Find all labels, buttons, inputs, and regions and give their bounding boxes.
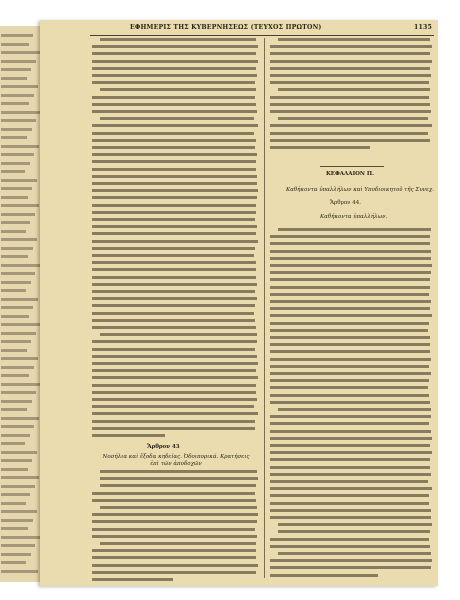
body-text-line bbox=[92, 492, 255, 495]
underlying-text-line bbox=[1, 298, 38, 301]
body-text-line bbox=[92, 326, 256, 329]
body-text-line bbox=[278, 88, 430, 91]
body-text-line bbox=[100, 117, 254, 120]
body-text-line bbox=[92, 96, 255, 99]
underlying-text-line bbox=[1, 323, 40, 326]
body-text-line bbox=[92, 204, 256, 207]
body-text-line bbox=[270, 566, 431, 569]
body-text-line bbox=[278, 530, 430, 533]
underlying-text-line bbox=[1, 68, 31, 71]
body-text-line bbox=[92, 52, 256, 55]
body-text-line bbox=[270, 516, 431, 519]
body-text-line bbox=[270, 300, 431, 303]
body-text-line bbox=[270, 494, 429, 497]
underlying-text-line bbox=[1, 502, 26, 505]
body-text-line bbox=[270, 437, 432, 440]
body-text-line bbox=[92, 60, 258, 63]
body-text-line bbox=[92, 45, 258, 48]
body-text-line bbox=[92, 189, 258, 192]
underlying-text-line bbox=[1, 468, 28, 471]
body-text-line bbox=[92, 384, 256, 387]
body-text-line bbox=[270, 401, 430, 404]
body-text-line bbox=[100, 484, 256, 487]
underlying-text-line bbox=[1, 570, 38, 573]
body-text-line bbox=[270, 307, 430, 310]
body-text-line bbox=[270, 487, 432, 490]
underlying-text-line bbox=[1, 238, 37, 241]
body-text-line bbox=[92, 182, 257, 185]
body-text-line bbox=[92, 312, 254, 315]
body-text-line bbox=[270, 394, 429, 397]
body-text-line bbox=[270, 336, 430, 339]
underlying-text-line bbox=[1, 485, 35, 488]
underlying-text-line bbox=[1, 85, 38, 88]
underlying-text-line bbox=[1, 315, 29, 318]
underlying-text-line bbox=[1, 213, 35, 216]
body-text-line bbox=[92, 420, 255, 423]
body-text-line bbox=[92, 268, 256, 271]
underlying-text-line bbox=[1, 459, 32, 462]
body-text-line bbox=[270, 235, 430, 238]
article-subheading: Καθήκοντα ὑπαλλήλων. bbox=[320, 214, 388, 220]
underlying-text-line bbox=[1, 400, 32, 403]
underlying-text-line bbox=[1, 408, 27, 411]
body-text-line bbox=[270, 415, 431, 418]
body-text-line bbox=[270, 124, 432, 127]
body-text-line bbox=[270, 96, 429, 99]
underlying-text-line bbox=[1, 510, 37, 513]
underlying-text-line bbox=[1, 391, 36, 394]
body-text-line bbox=[270, 422, 429, 425]
body-text-line bbox=[92, 290, 255, 293]
body-text-line bbox=[92, 67, 256, 70]
body-text-line bbox=[270, 509, 431, 512]
body-text-line bbox=[270, 67, 430, 70]
body-text-line bbox=[270, 466, 430, 469]
body-text-line bbox=[270, 322, 429, 325]
body-text-line bbox=[270, 386, 428, 389]
body-text-line bbox=[270, 559, 432, 562]
underlying-text-line bbox=[1, 434, 30, 437]
body-text-line bbox=[270, 430, 431, 433]
body-text-line bbox=[270, 444, 430, 447]
body-text-line bbox=[92, 124, 258, 127]
body-text-line bbox=[278, 552, 431, 555]
body-text-line bbox=[92, 218, 255, 221]
body-text-line bbox=[92, 153, 257, 156]
body-text-line bbox=[100, 38, 256, 41]
body-text-line bbox=[100, 88, 256, 91]
body-text-line bbox=[92, 340, 257, 343]
underlying-text-line bbox=[1, 425, 34, 428]
underlying-text-line bbox=[1, 204, 39, 207]
body-text-line bbox=[92, 232, 256, 235]
underlying-text-line bbox=[1, 527, 28, 530]
underlying-text-line bbox=[1, 247, 33, 250]
body-text-line bbox=[92, 513, 258, 516]
body-text-line bbox=[270, 293, 429, 296]
underlying-text-line bbox=[1, 170, 25, 173]
underlying-text-line bbox=[1, 94, 34, 97]
body-text-line bbox=[278, 38, 430, 41]
underlying-page-edge bbox=[0, 26, 45, 582]
page-number: 1135 bbox=[413, 24, 432, 31]
body-text-line bbox=[92, 211, 256, 214]
body-text-line bbox=[92, 376, 258, 379]
body-text-line bbox=[92, 297, 257, 300]
body-text-line bbox=[92, 110, 257, 113]
underlying-text-line bbox=[1, 476, 39, 479]
body-text-line bbox=[92, 132, 254, 135]
body-text-line bbox=[270, 314, 432, 317]
underlying-text-line bbox=[1, 43, 29, 46]
body-text-line bbox=[270, 502, 429, 505]
underlying-text-line bbox=[1, 153, 34, 156]
underlying-text-line bbox=[1, 417, 39, 420]
underlying-text-line bbox=[1, 34, 33, 37]
left-article-subheading: Νοσήλια καὶ ἔξοδα κηδείας. Ὀδοιπορικά. Κρατήσεις ἐπὶ τῶν ἀποδοχῶν bbox=[102, 454, 250, 467]
body-text-line bbox=[270, 480, 428, 483]
body-text-line bbox=[92, 139, 256, 142]
body-text-line bbox=[270, 250, 431, 253]
underlying-text-line bbox=[1, 264, 40, 267]
body-text-line bbox=[92, 564, 258, 567]
underlying-text-line bbox=[1, 451, 37, 454]
body-text-line bbox=[100, 470, 257, 473]
body-text-line bbox=[92, 405, 254, 408]
body-text-line bbox=[270, 110, 431, 113]
body-text-line bbox=[92, 434, 165, 437]
body-text-line bbox=[92, 427, 255, 430]
body-text-line bbox=[92, 196, 257, 199]
body-text-line bbox=[278, 117, 428, 120]
body-text-line bbox=[270, 379, 429, 382]
body-text-line bbox=[270, 146, 370, 149]
document-page bbox=[40, 20, 438, 586]
underlying-text-line bbox=[1, 255, 28, 258]
underlying-text-line bbox=[1, 136, 27, 139]
body-text-line bbox=[270, 60, 432, 63]
body-text-line bbox=[270, 45, 432, 48]
body-text-line bbox=[92, 535, 257, 538]
underlying-text-line bbox=[1, 442, 25, 445]
underlying-text-line bbox=[1, 196, 28, 199]
body-text-line bbox=[270, 538, 429, 541]
underlying-text-line bbox=[1, 221, 30, 224]
body-text-line bbox=[270, 545, 430, 548]
column-divider bbox=[264, 38, 265, 578]
body-text-line bbox=[92, 391, 256, 394]
underlying-text-line bbox=[1, 383, 41, 386]
underlying-text-line bbox=[1, 51, 40, 54]
body-text-line bbox=[92, 240, 258, 243]
body-text-line bbox=[92, 168, 256, 171]
underlying-text-line bbox=[1, 162, 30, 165]
underlying-text-line bbox=[1, 179, 37, 182]
page-header bbox=[90, 20, 434, 34]
chapter-rule bbox=[320, 166, 384, 167]
body-text-line bbox=[92, 146, 255, 149]
body-text-line bbox=[92, 556, 256, 559]
body-text-line bbox=[92, 81, 255, 84]
body-text-line bbox=[270, 451, 432, 454]
body-text-line bbox=[270, 372, 431, 375]
header-rule bbox=[90, 35, 434, 36]
body-text-line bbox=[270, 257, 431, 260]
body-text-line bbox=[100, 333, 257, 336]
gazette-title: ΕΦΗΜΕΡΙΣ ΤΗΣ ΚΥΒΕΡΝΗΣΕΩΣ (ΤΕΥΧΟΣ ΠΡΩΤΟΝ) bbox=[130, 24, 322, 31]
underlying-text-line bbox=[1, 306, 33, 309]
body-text-line bbox=[270, 278, 430, 281]
body-text-line bbox=[278, 523, 432, 526]
body-text-line bbox=[270, 271, 431, 274]
body-text-line bbox=[270, 103, 430, 106]
underlying-text-line bbox=[1, 332, 36, 335]
underlying-text-line bbox=[1, 553, 31, 556]
underlying-text-line bbox=[1, 561, 26, 564]
underlying-text-line bbox=[1, 187, 32, 190]
body-text-line bbox=[92, 74, 257, 77]
underlying-text-line bbox=[1, 544, 35, 547]
underlying-text-line bbox=[1, 357, 38, 360]
body-text-line bbox=[100, 542, 256, 545]
body-text-line bbox=[270, 358, 431, 361]
chapter-heading: ΚΕΦΑΛΑΙΟΝ Π. bbox=[326, 171, 374, 177]
left-article-heading: Ἄρθρον 43 bbox=[147, 444, 180, 450]
body-text-line bbox=[270, 343, 430, 346]
underlying-text-line bbox=[1, 374, 29, 377]
body-text-line bbox=[270, 473, 431, 476]
body-text-line bbox=[270, 286, 430, 289]
body-text-line bbox=[92, 225, 257, 228]
body-text-line bbox=[92, 283, 257, 286]
body-text-line bbox=[92, 362, 258, 365]
body-text-line bbox=[92, 412, 258, 415]
body-text-line bbox=[92, 254, 254, 257]
underlying-text-line bbox=[1, 366, 34, 369]
body-text-line bbox=[92, 578, 173, 581]
body-text-line bbox=[270, 81, 429, 84]
body-text-line bbox=[92, 304, 255, 307]
underlying-text-line bbox=[1, 519, 33, 522]
body-text-line bbox=[92, 319, 255, 322]
body-text-line bbox=[92, 398, 257, 401]
underlying-text-line bbox=[1, 128, 32, 131]
underlying-text-line bbox=[1, 289, 26, 292]
body-text-line bbox=[270, 574, 378, 577]
body-text-line bbox=[92, 261, 256, 264]
body-text-line bbox=[270, 329, 428, 332]
body-text-line bbox=[92, 499, 256, 502]
body-text-line bbox=[270, 264, 432, 267]
underlying-text-line bbox=[1, 145, 39, 148]
body-text-line bbox=[92, 528, 255, 531]
body-text-line bbox=[270, 74, 431, 77]
underlying-text-line bbox=[1, 119, 36, 122]
body-text-line bbox=[278, 408, 431, 411]
underlying-text-line bbox=[1, 349, 27, 352]
body-text-line bbox=[270, 365, 429, 368]
body-text-line bbox=[92, 571, 256, 574]
body-text-line bbox=[270, 242, 430, 245]
body-text-line bbox=[92, 355, 257, 358]
body-text-line bbox=[92, 160, 256, 163]
chapter-subheading: Καθήκοντα ὑπαλλήλων καὶ Υποδιοικητοῦ τῆς Συνεχ. bbox=[286, 187, 435, 193]
body-text-line bbox=[270, 458, 430, 461]
body-text-line bbox=[100, 506, 257, 509]
underlying-text-line bbox=[1, 111, 41, 114]
body-text-line bbox=[270, 132, 428, 135]
body-text-line bbox=[278, 228, 431, 231]
underlying-text-line bbox=[1, 340, 31, 343]
body-text-line bbox=[92, 369, 256, 372]
underlying-text-line bbox=[1, 536, 40, 539]
body-text-line bbox=[100, 477, 258, 480]
body-text-line bbox=[92, 103, 256, 106]
underlying-text-line bbox=[1, 77, 27, 80]
body-text-line bbox=[270, 139, 430, 142]
body-text-line bbox=[92, 549, 256, 552]
body-text-line bbox=[92, 348, 255, 351]
underlying-text-line bbox=[1, 493, 30, 496]
body-text-line bbox=[270, 52, 430, 55]
underlying-text-line bbox=[1, 102, 29, 105]
article-heading: Ἄρθρον 44. bbox=[330, 200, 361, 206]
body-text-line bbox=[92, 247, 255, 250]
underlying-text-line bbox=[1, 272, 35, 275]
underlying-text-line bbox=[1, 281, 31, 284]
body-text-line bbox=[92, 175, 257, 178]
body-text-line bbox=[92, 520, 257, 523]
underlying-text-line bbox=[1, 60, 36, 63]
underlying-text-line bbox=[1, 230, 26, 233]
body-text-line bbox=[270, 350, 430, 353]
body-text-line bbox=[92, 276, 256, 279]
